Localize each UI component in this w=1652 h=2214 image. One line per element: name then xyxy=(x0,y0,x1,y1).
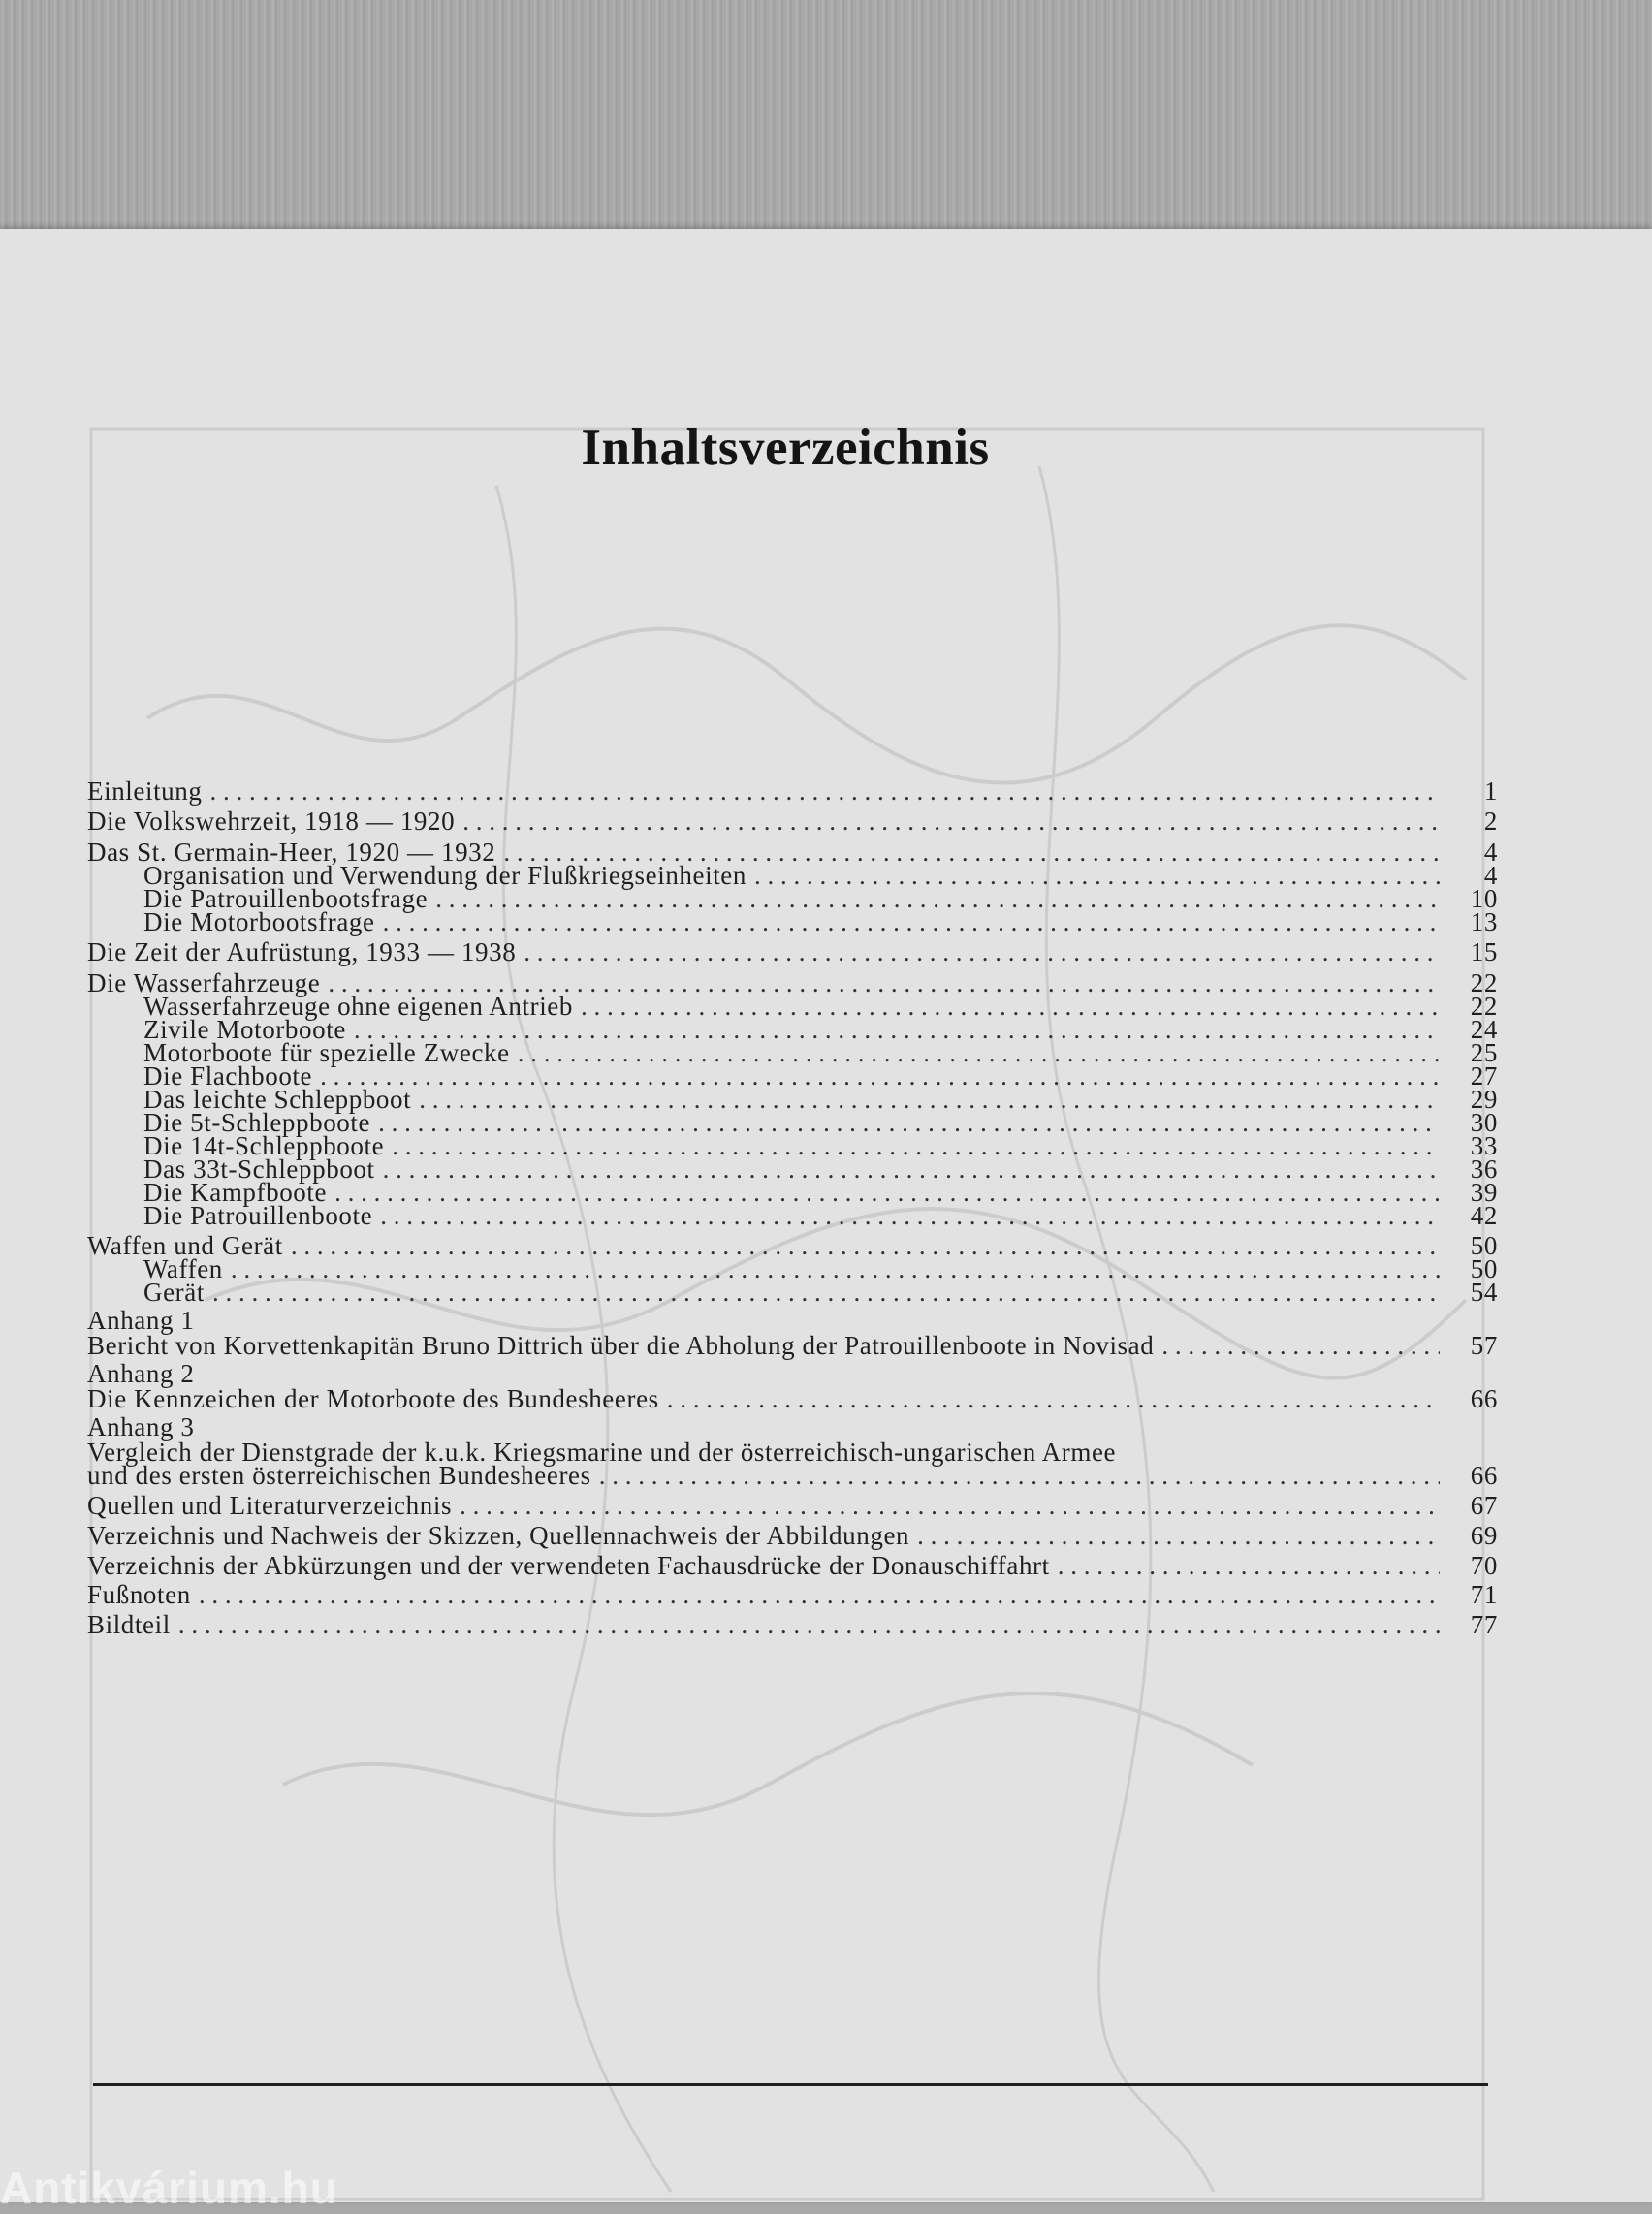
toc-subentry: Motorboote für spezielle Zwecke . . . 25 xyxy=(143,1036,1498,1069)
toc-entry: Die Kennzeichen der Motorboote des Bundesheeres . . . 66 xyxy=(87,1382,1498,1415)
toc-entry: Quellen und Literaturverzeichnis . . . 67 xyxy=(87,1489,1498,1522)
toc-entry: Das St. Germain-Heer, 1920 — 1932 . . . 4 xyxy=(87,836,1498,869)
appendix-heading: Anhang 3 xyxy=(87,1412,195,1441)
toc-entry: und des ersten österreichischen Bundesheeres . . . 66 xyxy=(87,1459,1498,1492)
toc-subentry: Die 5t-Schleppboote . . . 30 xyxy=(143,1106,1498,1139)
toc-entry: Die Zeit der Aufrüstung, 1933 — 1938 . . . 15 xyxy=(87,935,1498,968)
page-title: Inhaltsverzeichnis xyxy=(581,420,990,476)
toc-subentry: Gerät . . . 54 xyxy=(143,1276,1498,1309)
appendix-heading: Anhang 1 xyxy=(87,1306,195,1335)
toc-entry-line: Vergleich der Dienstgrade der k.u.k. Kriegsmarine und der österreichisch-ungarischen Armee xyxy=(87,1438,1117,1467)
toc-subentry: Zivile Motorboote . . . 24 xyxy=(143,1013,1498,1046)
toc-entry: Waffen und Gerät . . . 50 xyxy=(87,1229,1498,1262)
toc-subentry: Wasserfahrzeuge ohne eigenen Antrieb . . . 22 xyxy=(143,990,1498,1023)
toc-entry: Bildteil . . . 77 xyxy=(87,1608,1498,1641)
watermark: Antikvárium.hu xyxy=(0,2163,338,2213)
toc-subentry: Die Motorbootsfrage . . . 13 xyxy=(143,905,1498,938)
toc-subentry: Das 33t-Schleppboot . . . 36 xyxy=(143,1153,1498,1186)
toc-entry: Verzeichnis der Abkürzungen und der verwendeten Fachausdrücke der Donauschiffahrt . . . 70 xyxy=(87,1549,1498,1582)
toc-subentry: Das leichte Schleppboot . . . 29 xyxy=(143,1083,1498,1116)
toc-subentry: Die Kampfboote . . . 39 xyxy=(143,1176,1498,1209)
toc-entry: Bericht von Korvettenkapitän Bruno Dittrich über die Abholung der Patrouillenboote in Novisad . . . 57 xyxy=(87,1329,1498,1362)
bottom-rule xyxy=(93,2083,1488,2086)
toc-entry: Fußnoten . . . 71 xyxy=(87,1578,1498,1611)
toc-subentry: Die Flachboote . . . 27 xyxy=(143,1060,1498,1092)
toc-entry: Einleitung . . . 1 xyxy=(87,775,1498,807)
toc-subentry: Die Patrouillenbootsfrage . . . 10 xyxy=(143,882,1498,915)
toc-subentry: Die 14t-Schleppboote . . . 33 xyxy=(143,1129,1498,1162)
appendix-heading: Anhang 2 xyxy=(87,1359,195,1388)
toc-subentry: Die Patrouillenboote . . . 42 xyxy=(143,1199,1498,1232)
toc-entry: Die Volkswehrzeit, 1918 — 1920 . . . 2 xyxy=(87,805,1498,838)
toc-subentry: Organisation und Verwendung der Flußkriegseinheiten . . . 4 xyxy=(143,859,1498,892)
toc-entry: Verzeichnis und Nachweis der Skizzen, Quellennachweis der Abbildungen . . . 69 xyxy=(87,1519,1498,1552)
book-page xyxy=(0,229,1652,2202)
toc-entry: Die Wasserfahrzeuge . . . 22 xyxy=(87,966,1498,999)
toc-subentry: Waffen . . . 50 xyxy=(143,1252,1498,1285)
background-surface xyxy=(0,0,1652,242)
